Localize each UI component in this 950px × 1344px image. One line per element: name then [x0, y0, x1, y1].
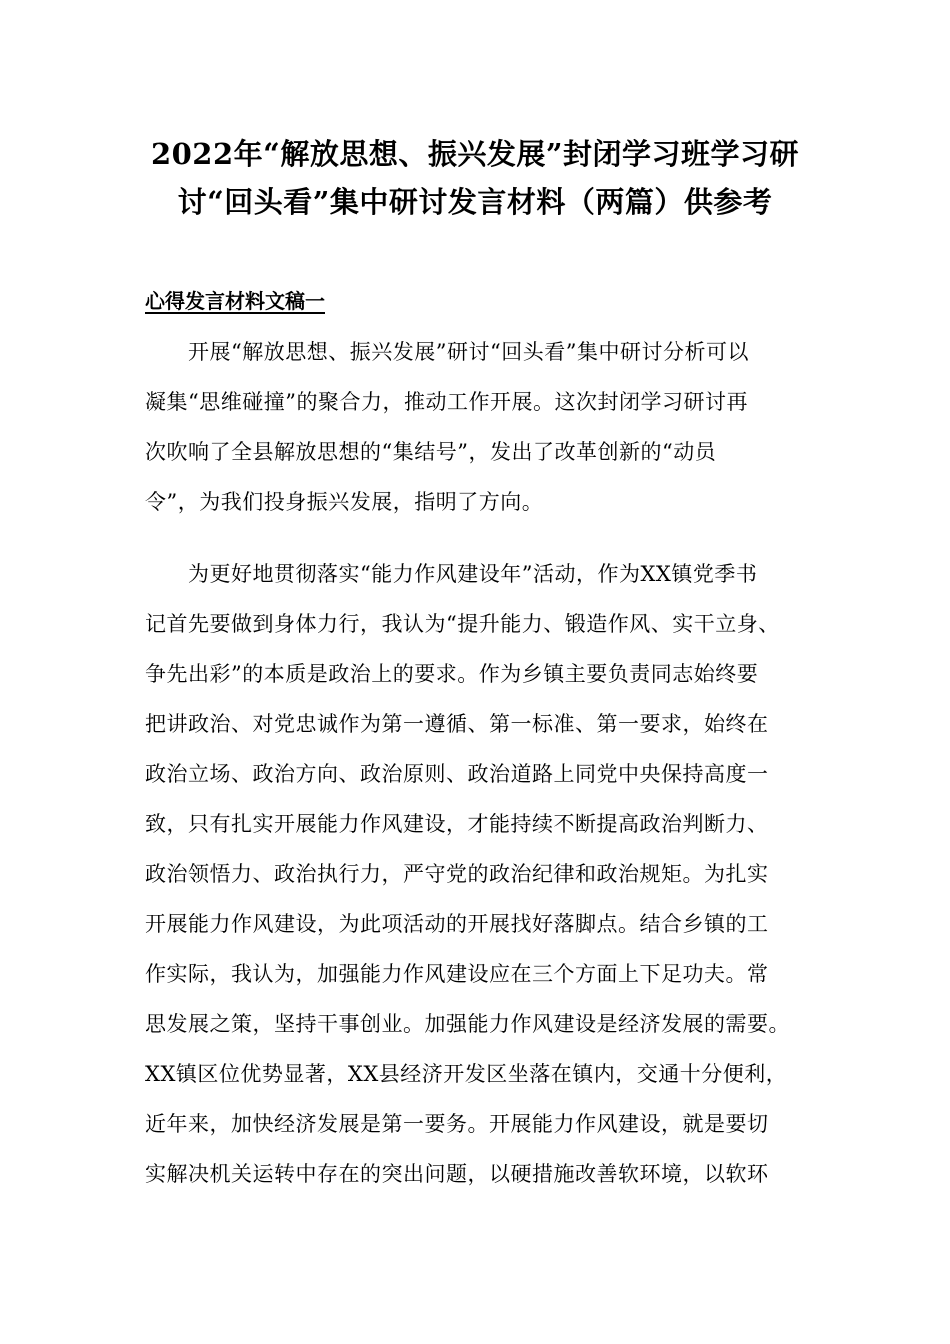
paragraph-line: 近年来，加快经济发展是第一要务。开展能力作风建设，就是要切: [145, 1112, 769, 1136]
paragraph-line: 令”，为我们投身振兴发展，指明了方向。: [145, 490, 544, 514]
paragraph-line: 凝集“思维碰撞”的聚合力，推动工作开展。这次封闭学习研讨再: [145, 390, 748, 414]
paragraph-line: 记首先要做到身体力行，我认为“提升能力、锻造作风、实干立身、: [145, 612, 780, 636]
title-line-2: 讨“回头看”集中研讨发言材料（两篇）供参考: [177, 185, 773, 219]
paragraph-line: 开展“解放思想、振兴发展”研讨“回头看”集中研讨分析可以: [145, 340, 749, 364]
paragraph-line: XX镇区位优势显著，XX县经济开发区坐落在镇内，交通十分便利，: [145, 1062, 788, 1086]
paragraph-line: 作实际，我认为，加强能力作风建设应在三个方面上下足功夫。常: [145, 962, 769, 986]
paragraph-line: 政治领悟力、政治执行力，严守党的政治纪律和政治规矩。为扎实: [145, 862, 769, 886]
paragraph-line: 实解决机关运转中存在的突出问题，以硬措施改善软环境，以软环: [145, 1162, 769, 1186]
paragraph-line: 思发展之策，坚持干事创业。加强能力作风建设是经济发展的需要。: [145, 1012, 790, 1036]
paragraph-line: 争先出彩”的本质是政治上的要求。作为乡镇主要负责同志始终要: [145, 662, 759, 686]
paragraph-2: [145, 549, 810, 1199]
section-heading: 心得发言材料文稿一: [145, 289, 325, 313]
document-title: [145, 130, 805, 226]
paragraph-line: 为更好地贯彻落实“能力作风建设年”活动，作为XX镇党季书: [145, 562, 758, 586]
paragraph-1: [145, 327, 810, 527]
paragraph-line: 开展能力作风建设，为此项活动的开展找好落脚点。结合乡镇的工: [145, 912, 769, 936]
paragraph-line: 致，只有扎实开展能力作风建设，才能持续不断提高政治判断力、: [145, 812, 769, 836]
title-line-1: 2022年“解放思想、振兴发展”封闭学习班学习研: [150, 137, 800, 171]
paragraph-line: 政治立场、政治方向、政治原则、政治道路上同党中央保持高度一: [145, 762, 769, 786]
paragraph-line: 次吹响了全县解放思想的“集结号”，发出了改革创新的“动员: [145, 440, 717, 464]
paragraph-line: 把讲政治、对党忠诚作为第一遵循、第一标准、第一要求，始终在: [145, 712, 769, 736]
